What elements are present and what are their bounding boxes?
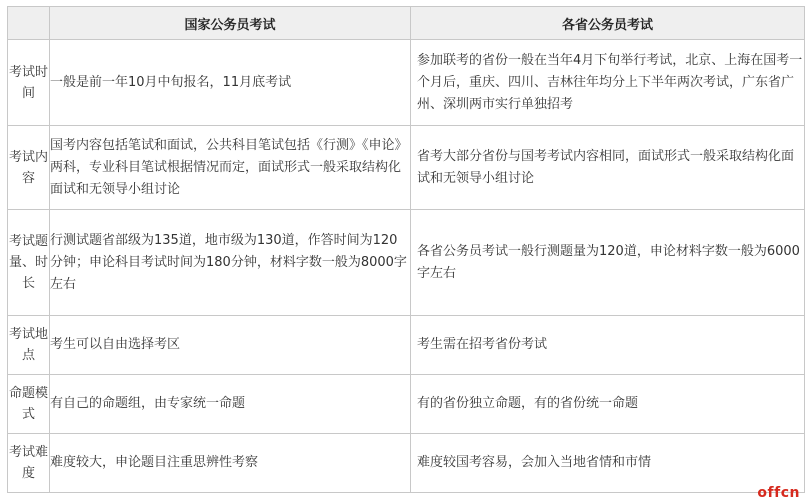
provincial-exam-header: 各省公务员考试 — [411, 7, 805, 40]
national-cell: 有自己的命题组，由专家统一命题 — [50, 375, 411, 434]
row-label: 考试时间 — [8, 40, 50, 126]
provincial-cell: 考生需在招考省份考试 — [411, 316, 805, 375]
provincial-cell: 难度较国考容易，会加入当地省情和市情 — [411, 434, 805, 493]
provincial-cell: 有的省份独立命题，有的省份统一命题 — [411, 375, 805, 434]
national-cell: 行测试题省部级为135道，地市级为130道，作答时间为120分钟；申论科目考试时间为180分钟，材料字数一般为8000字左右 — [50, 210, 411, 316]
provincial-cell: 省考大部分省份与国考考试内容相同，面试形式一般采取结构化面试和无领导小组讨论 — [411, 126, 805, 210]
national-cell: 一般是前一年10月中旬报名，11月底考试 — [50, 40, 411, 126]
national-exam-header: 国家公务员考试 — [50, 7, 411, 40]
table-row — [8, 434, 805, 493]
table-row — [8, 375, 805, 434]
national-cell: 考生可以自由选择考区 — [50, 316, 411, 375]
row-label: 考试题量、时长 — [8, 210, 50, 316]
table-row — [8, 40, 805, 126]
table-row — [8, 316, 805, 375]
provincial-cell: 参加联考的省份一般在当年4月下旬举行考试，北京、上海在国考一个月后，重庆、四川、吉林往年均分上下半年两次考试，广东省广州、深圳两市实行单独招考 — [411, 40, 805, 126]
row-label: 命题模式 — [8, 375, 50, 434]
header-row — [8, 7, 805, 40]
provincial-cell: 各省公务员考试一般行测题量为120道，申论材料字数一般为6000字左右 — [411, 210, 805, 316]
corner-header — [8, 7, 50, 40]
row-label: 考试内容 — [8, 126, 50, 210]
national-cell: 难度较大，申论题目注重思辨性考察 — [50, 434, 411, 493]
row-label: 考试难度 — [8, 434, 50, 493]
offcn-watermark: offcn — [757, 485, 800, 501]
comparison-table — [7, 6, 805, 493]
table-row — [8, 126, 805, 210]
table-row — [8, 210, 805, 316]
national-cell: 国考内容包括笔试和面试，公共科目笔试包括《行测》《申论》两科，专业科目笔试根据情况而定，面试形式一般采取结构化面试和无领导小组讨论 — [50, 126, 411, 210]
row-label: 考试地点 — [8, 316, 50, 375]
